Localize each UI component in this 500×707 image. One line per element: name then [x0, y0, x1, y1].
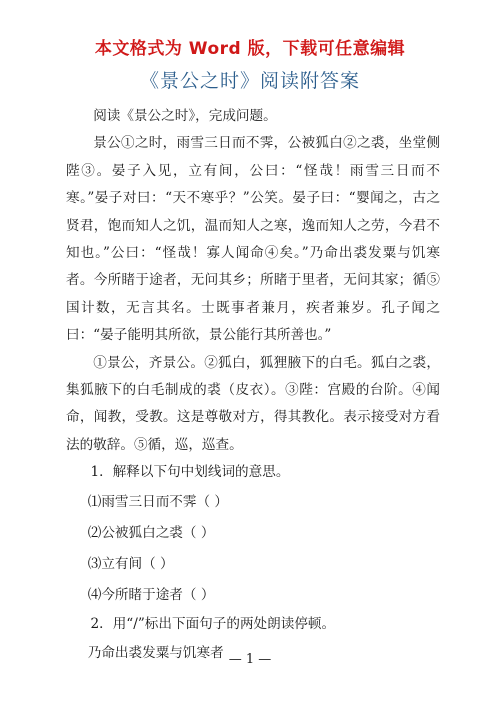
document-title: 《景公之时》阅读附答案 — [139, 70, 360, 92]
question-1: 1．解释以下句中划线词的意思。 — [90, 464, 290, 481]
question-1-item: ⑶立有间（ ） — [87, 555, 174, 572]
page-number: — 1 — — [228, 652, 272, 667]
document-body — [66, 103, 440, 669]
question-2: 2．用“/”标出下面句子的两处朗读停顿。 — [90, 615, 336, 632]
annotation-paragraph: ①景公，齐景公。②狐白，狐狸腋下的白毛。狐白之裘，集狐腋下的白毛制成的裘（皮衣）。③陛：宫殿的台阶。④闻命，闻教，受教。这是尊敬对方，得其教化。表示接受对方看法的敬辞。⑤循，巡，巡查。 — [66, 354, 440, 453]
question-2-sentence: 乃命出裘发粟与饥寒者 — [87, 645, 224, 662]
question-1-item: ⑴雨雪三日而不霁（ ） — [87, 493, 229, 510]
intro-paragraph: 阅读《景公之时》，完成问题。 — [93, 108, 277, 124]
passage-paragraph: 景公①之时，雨雪三日而不霁，公被狐白②之裘，坐堂侧陛③。晏子入见，立有间，公曰：“怪哉！雨雪三日而不寒。”晏子对曰：“天不寒乎？”公笑。晏子曰：“婴闻之，古之贤君，饱而知人之饥，温而知人之寒，逸而知人之劳，今君不知也。”公曰：“怪哉！寡人闻命④矣。”乃命出裘发粟与饥寒者。今所睹于途者，无问其乡；所睹于里者，无问其家；循⑤国计数，无言其名。士既事者兼月，疾者兼岁。孔子闻之曰：“晏子能明其所欲，景公能行其所善也。” — [66, 135, 440, 344]
question-1-item: ⑷今所睹于途者（ ） — [87, 586, 215, 603]
word-format-notice: 本文格式为 Word 版，下载可任意编辑 — [94, 39, 406, 59]
question-1-item: ⑵公被狐白之裘（ ） — [87, 524, 215, 541]
